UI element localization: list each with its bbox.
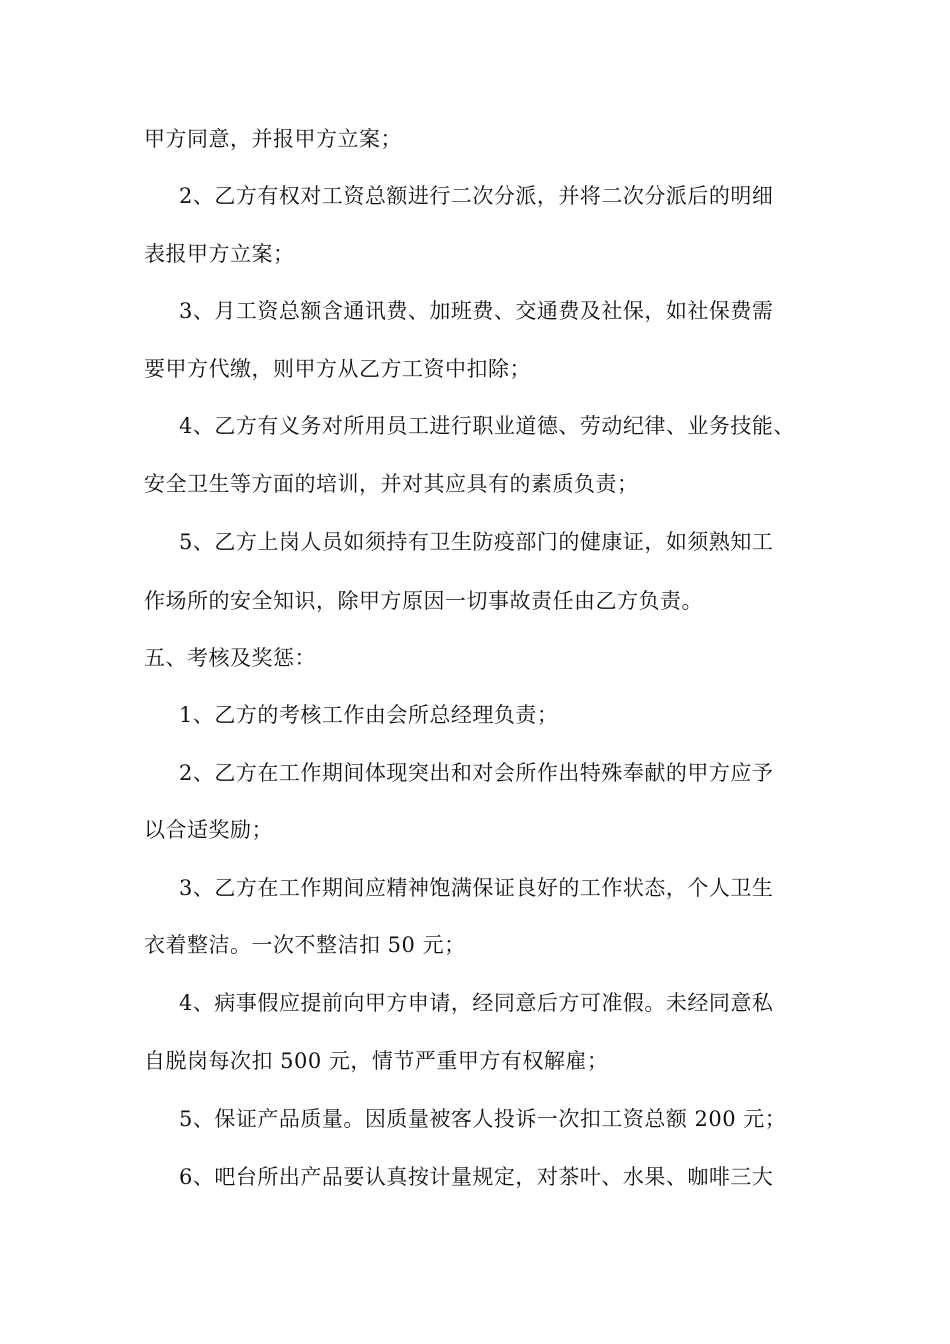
text-line-2: 2、乙方有权对工资总额进行二次分派，并将二次分派后的明细 bbox=[179, 184, 774, 208]
section-heading-5: 五、考核及奖惩： bbox=[144, 646, 316, 670]
text-line-1: 甲方同意，并报甲方立案； bbox=[144, 127, 402, 151]
text-line-18: 5、保证产品质量。因质量被客人投诉一次扣工资总额 200 元； bbox=[179, 1107, 787, 1131]
text-line-4: 3、月工资总额含通讯费、加班费、交通费及社保，如社保费需 bbox=[179, 299, 774, 323]
text-line-16: 4、病事假应提前向甲方申请，经同意后方可准假。未经同意私 bbox=[179, 991, 774, 1015]
text-line-17: 自脱岗每次扣 500 元，情节严重甲方有权解雇； bbox=[144, 1049, 609, 1073]
text-line-5: 要甲方代缴，则甲方从乙方工资中扣除； bbox=[144, 357, 531, 381]
text-line-11: 1、乙方的考核工作由会所总经理负责； bbox=[179, 703, 559, 727]
text-line-8: 5、乙方上岗人员如须持有卫生防疫部门的健康证，如须熟知工 bbox=[179, 530, 774, 554]
text-line-9: 作场所的安全知识，除甲方原因一切事故责任由乙方负责。 bbox=[144, 589, 703, 613]
text-line-12: 2、乙方在工作期间体现突出和对会所作出特殊奉献的甲方应予 bbox=[179, 761, 774, 785]
text-line-14: 3、乙方在工作期间应精神饱满保证良好的工作状态，个人卫生 bbox=[179, 876, 774, 900]
text-line-15: 衣着整洁。一次不整洁扣 50 元； bbox=[144, 933, 466, 957]
text-line-7: 安全卫生等方面的培训，并对其应具有的素质负责； bbox=[144, 472, 639, 496]
text-line-6: 4、乙方有义务对所用员工进行职业道德、劳动纪律、业务技能、 bbox=[179, 414, 795, 438]
text-line-3: 表报甲方立案； bbox=[144, 242, 295, 266]
text-line-19: 6、吧台所出产品要认真按计量规定，对茶叶、水果、咖啡三大 bbox=[179, 1165, 774, 1189]
text-line-13: 以合适奖励； bbox=[144, 818, 273, 842]
